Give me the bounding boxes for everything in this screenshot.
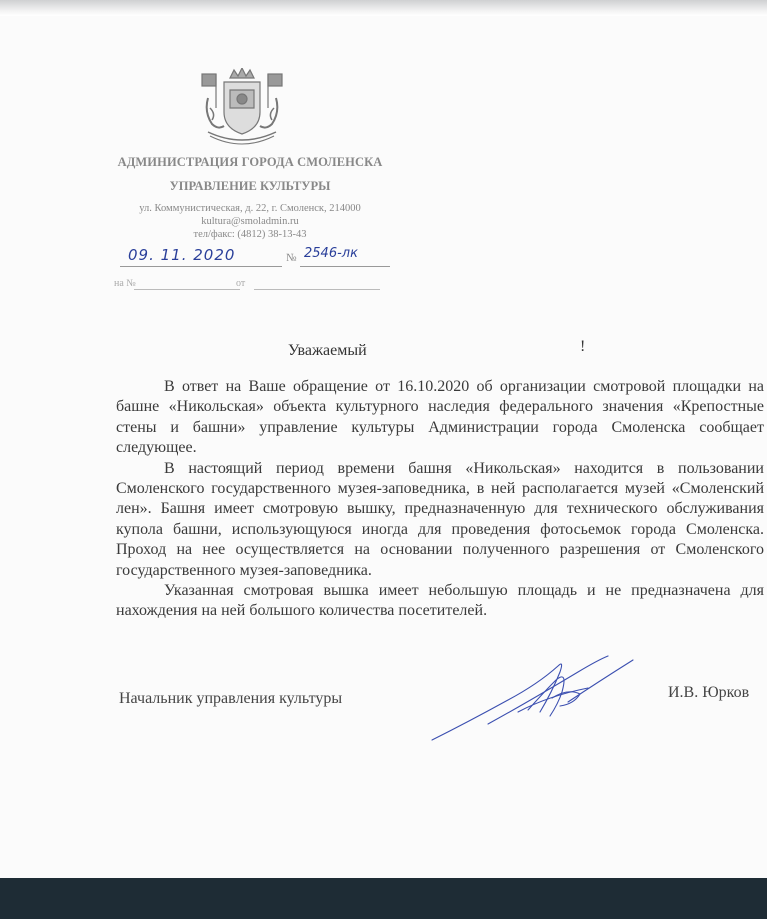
- organization-name: АДМИНИСТРАЦИЯ ГОРОДА СМОЛЕНСКА: [117, 155, 383, 169]
- signatory-position: Начальник управления культуры: [119, 690, 343, 707]
- from-underline: [254, 289, 380, 290]
- number-label: №: [286, 252, 297, 264]
- phone-text: тел/факс: (4812) 38-13-43: [193, 229, 307, 240]
- date-underline: [120, 266, 282, 267]
- registration-date: 09. 11. 2020: [128, 246, 236, 264]
- letter-body: [116, 377, 764, 622]
- scan-top-shadow: [0, 0, 767, 16]
- reference-underline: [134, 289, 240, 290]
- reference-line: [112, 278, 388, 292]
- salutation-exclamation: !: [580, 338, 586, 355]
- paragraph-3: Указанная смотровая вышка имеет небольшую площадь и не предназначена для нахождения на ней большого количества посетителей.: [116, 582, 764, 620]
- reference-label: на №: [114, 278, 136, 289]
- viewer-bottom-bar: [0, 878, 767, 919]
- paragraph-2: В настоящий период времени башня «Никольская» находится в пользовании Смоленского государственного музея-заповедника, в ней располагается музей «Смоленский лен». Башня имеет смотровую вышку, предназначенную для технического обслуживания купола башни, использующуюся иногда для проведения фотосьемок города Смоленска. Проход на нее осуществляется на основании полученного разрешения от Смоленского государственного музея-заповедника.: [116, 459, 764, 579]
- from-label: от: [236, 278, 246, 289]
- registration-line: [120, 246, 390, 270]
- paragraph-1: В ответ на Ваше обращение от 16.10.2020 об организации смотровой площадки на башне «Никольская» объекта культурного наследия федерального значения «Крепостные стены и башни» управление культуры Администрации города Смоленска сообщает следующее.: [116, 378, 764, 457]
- handwritten-signature: [428, 652, 643, 744]
- salutation: Уважаемый: [288, 342, 367, 359]
- number-underline: [300, 266, 390, 267]
- contact-block: [112, 202, 388, 241]
- email-text: kultura@smoladmin.ru: [201, 216, 299, 227]
- department-name: УПРАВЛЕНИЕ КУЛЬТУРЫ: [169, 179, 331, 193]
- registration-number: 2546-лк: [304, 246, 358, 261]
- address-text: ул. Коммунистическая, д. 22, г. Смоленск, 214000: [139, 203, 361, 214]
- signatory-name: И.В. Юрков: [668, 684, 750, 701]
- coat-of-arms-emblem: [200, 68, 284, 146]
